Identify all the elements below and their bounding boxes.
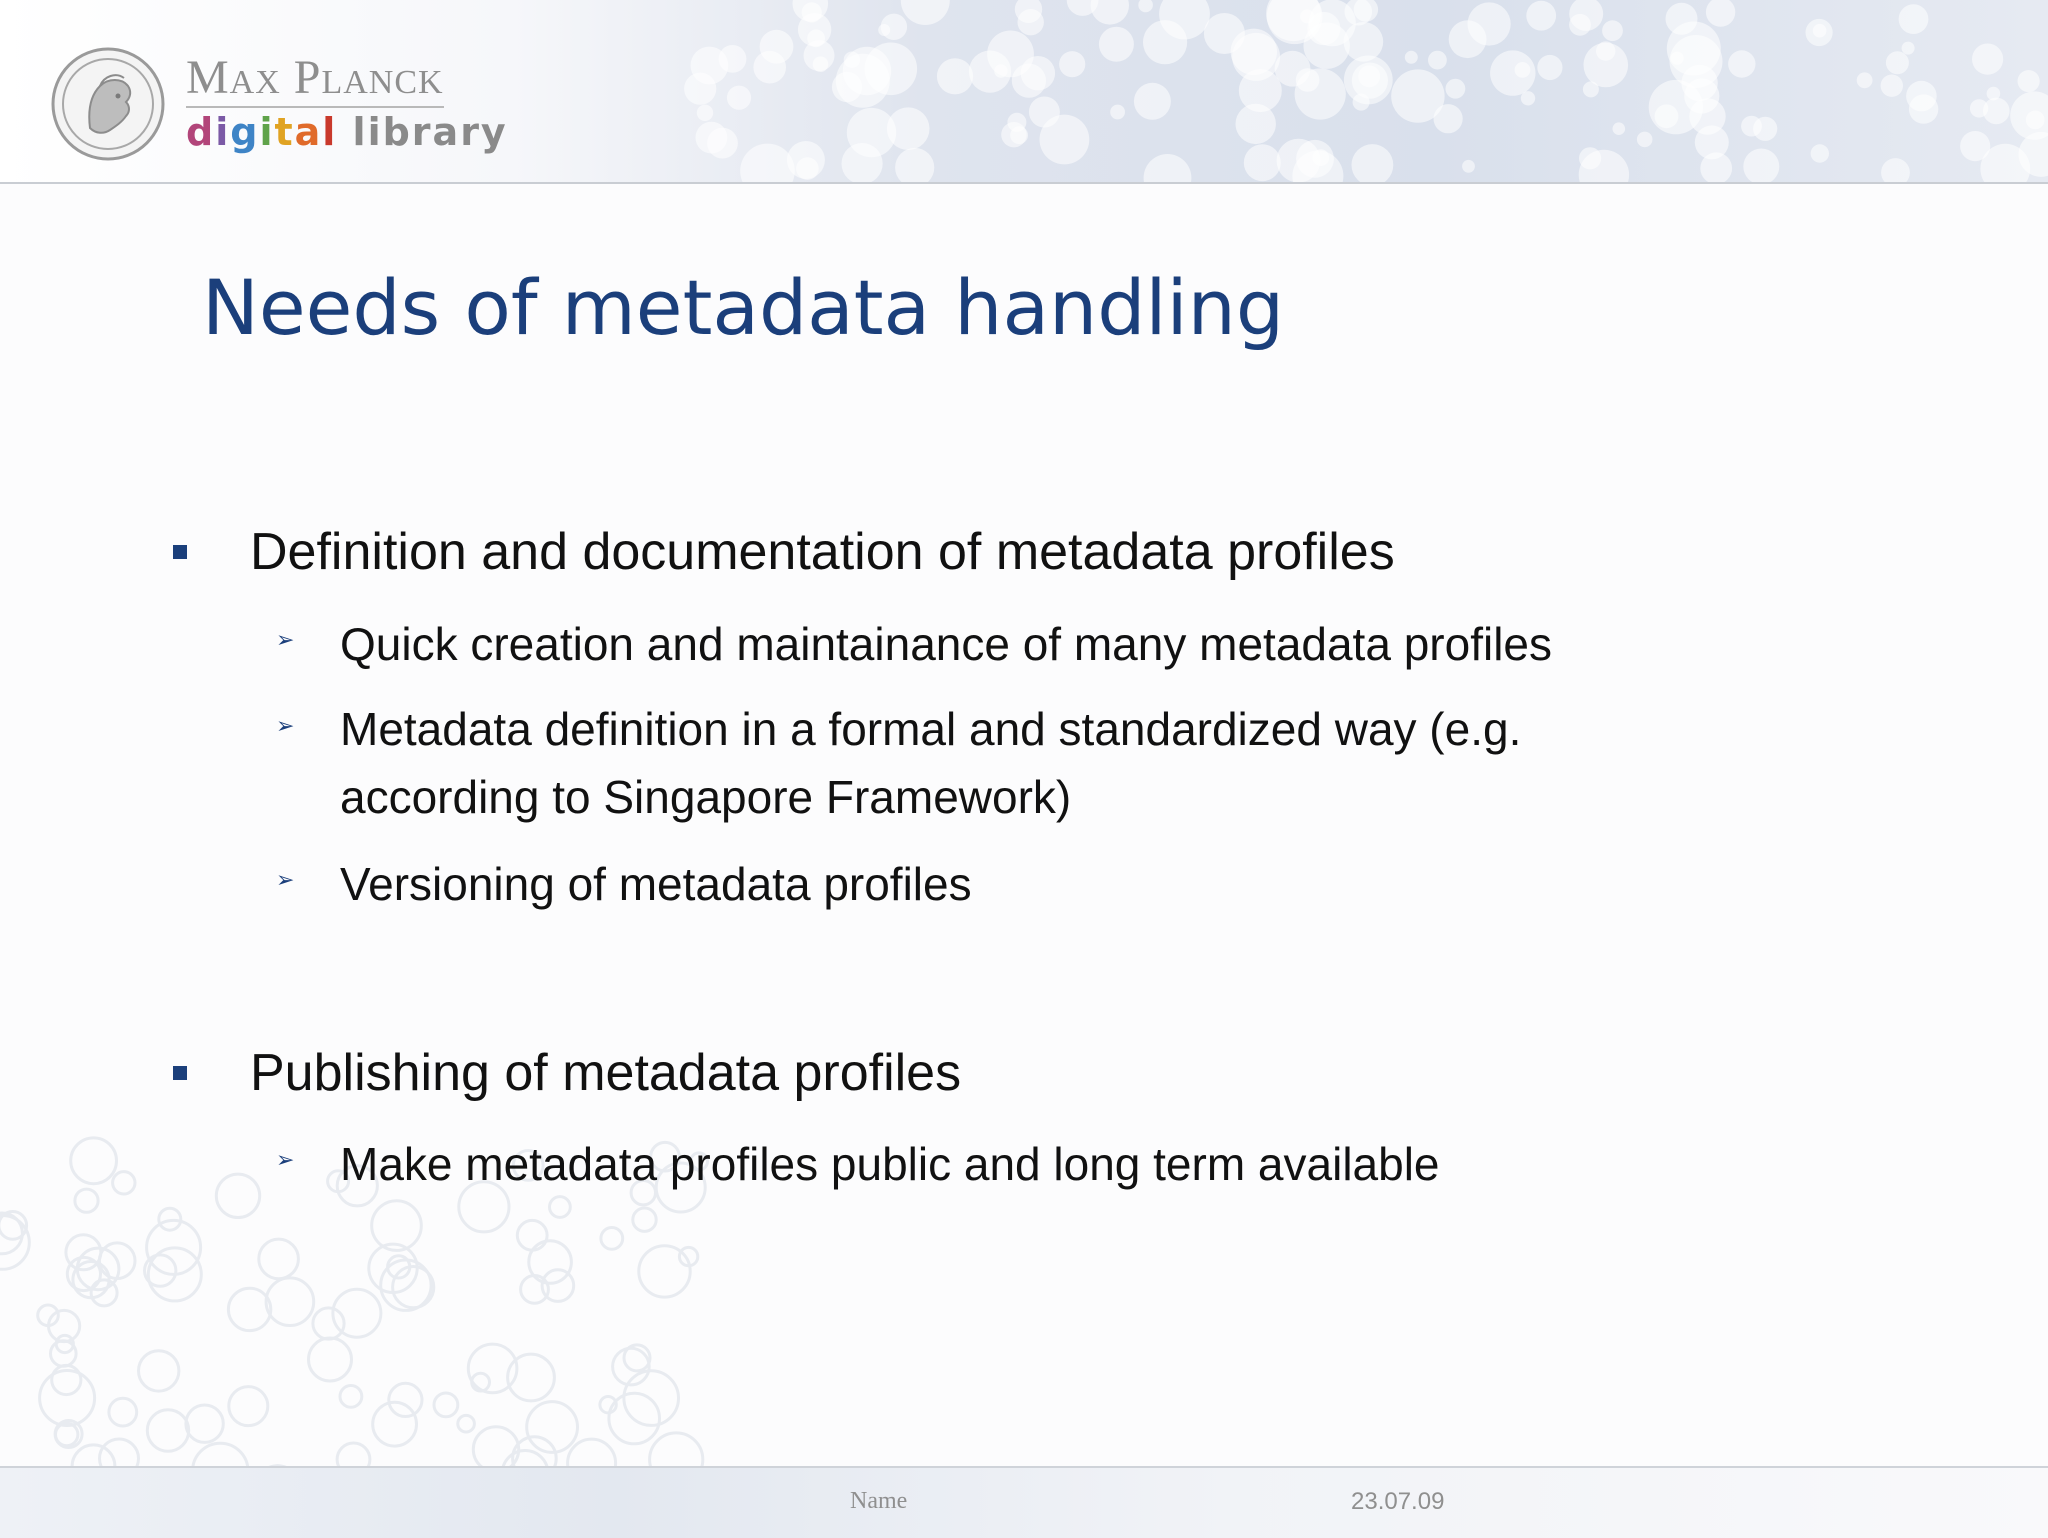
footer-band xyxy=(0,1466,2048,1538)
footer-date: 23.07.09 xyxy=(1351,1488,1444,1516)
sub-bullet-item: Quick creation and maintainance of many metadata profiles xyxy=(340,610,1552,678)
logo-digital-library-text xyxy=(186,108,508,156)
footer-name: Name xyxy=(850,1488,907,1515)
logo-library-text: library xyxy=(337,110,507,154)
sub-bullet-item: Versioning of metadata profiles xyxy=(340,850,972,918)
minerva-seal-icon xyxy=(50,46,166,162)
bullet-square-icon xyxy=(173,545,187,559)
bullet-item: Definition and documentation of metadata profiles xyxy=(250,520,1395,584)
bullet-item: Publishing of metadata profiles xyxy=(250,1041,961,1105)
sub-bullet-item: Make metadata profiles public and long term available xyxy=(340,1130,1440,1198)
arrowhead-bullet-icon: ➢ xyxy=(276,1150,294,1172)
arrowhead-bullet-icon: ➢ xyxy=(276,630,294,652)
logo-digital-text: digital xyxy=(186,110,337,154)
sub-bullet-item-continuation: according to Singapore Framework) xyxy=(340,763,1071,831)
arrowhead-bullet-icon: ➢ xyxy=(276,716,294,738)
logo-max-planck-text: Max Planck xyxy=(186,52,444,108)
logo-wordmark xyxy=(186,52,508,156)
slide-title: Needs of metadata handling xyxy=(202,258,1284,358)
bullet-square-icon xyxy=(173,1066,187,1080)
bubble-pattern-lower-decoration xyxy=(0,1036,2048,1536)
sub-bullet-item: Metadata definition in a formal and standardized way (e.g. xyxy=(340,695,1521,763)
arrowhead-bullet-icon: ➢ xyxy=(276,870,294,892)
